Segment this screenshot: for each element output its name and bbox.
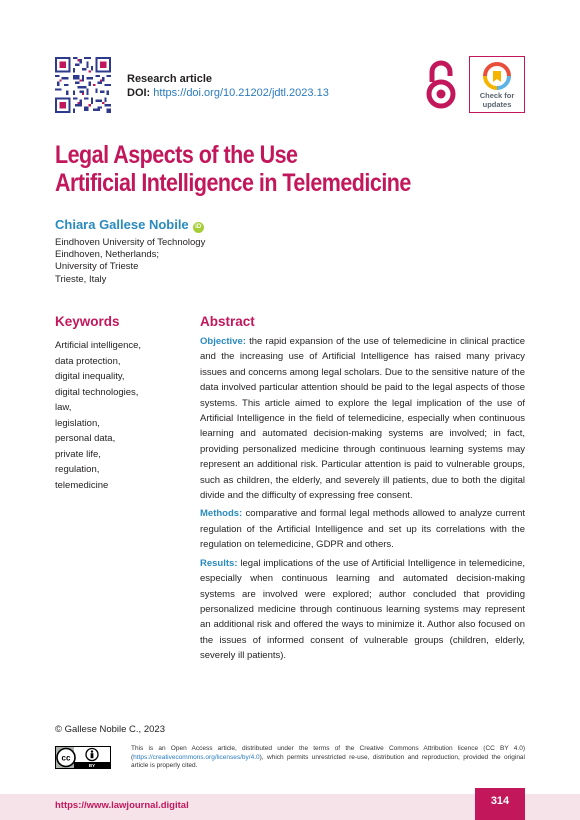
doi-line xyxy=(127,86,329,100)
keywords-heading: Keywords xyxy=(55,314,120,329)
abstract-heading: Abstract xyxy=(200,314,255,329)
article-header xyxy=(127,72,329,100)
abstract-objective xyxy=(200,334,525,503)
author-name-line xyxy=(55,217,204,233)
orcid-icon[interactable]: iD xyxy=(193,222,204,233)
by-label: BY xyxy=(88,763,96,768)
license-text xyxy=(131,745,525,771)
abstract-section-text: comparative and formal legal methods allowed to analyze current regulation of the Artificial Intelligence and set up its correlations with the regulation on telemedicine, GDPR and others. xyxy=(200,508,525,551)
keyword-item: Artificial intelligence, xyxy=(55,340,142,351)
page-number: 314 xyxy=(475,788,525,820)
keyword-item: telemedicine xyxy=(55,479,109,491)
abstract-results xyxy=(200,556,525,664)
abstract-section-label: Results: xyxy=(200,557,238,569)
keyword-item: personal data, xyxy=(55,433,116,444)
author-affiliations xyxy=(55,237,205,286)
check-for-updates-label: Check for updates xyxy=(479,91,515,109)
title-line: Artificial Intelligence in Telemedicine xyxy=(55,169,411,197)
keyword-item: digital technologies, xyxy=(55,386,139,398)
license-text-after: ), which permits unrestricted re-use, distribution and reproduction, provided the original article is properly cited. xyxy=(131,753,525,770)
abstract-section-label: Objective: xyxy=(200,336,246,347)
affiliation-line: Trieste, Italy xyxy=(55,273,107,285)
author-name: Chiara Gallese Nobile xyxy=(55,217,189,232)
copyright-notice: © Gallese Nobile C., 2023 xyxy=(55,724,165,735)
keyword-item: legislation, xyxy=(55,417,100,429)
article-type: Research article xyxy=(127,73,212,85)
doi-label: DOI: xyxy=(127,87,151,99)
keyword-item: data protection, xyxy=(55,355,121,367)
abstract-section-label: Methods: xyxy=(200,508,243,520)
affiliation-line: University of Trieste xyxy=(55,261,139,273)
affiliation-line: Eindhoven University of Technology xyxy=(55,237,206,248)
affiliation-line: Eindhoven, Netherlands; xyxy=(55,249,160,261)
license-link[interactable]: https://creativecommons.org/licenses/by/4.0 xyxy=(133,753,260,761)
check-for-updates-badge[interactable] xyxy=(469,56,525,113)
keyword-item: digital inequality, xyxy=(55,371,125,382)
qr-code-icon xyxy=(55,57,111,113)
article-title xyxy=(55,141,459,197)
keyword-item: law, xyxy=(55,402,72,413)
open-access-icon xyxy=(424,60,458,110)
footer-url[interactable]: https://www.lawjournal.digital xyxy=(55,800,189,811)
creative-commons-icon[interactable] xyxy=(55,746,111,769)
license-text-before: This is an Open Access article, distributed under the terms of the Creative Commons Attribution licence (CC BY 4.0) ( xyxy=(131,745,525,761)
abstract-section-text: legal implications of the use of Artificial Intelligence in telemedicine, especially when continuous learning and automated decision-making systems are involved were explored; author concluded that providing personalized medicine through continuous learning systems may represent an additional risk and offered the ways to minimize it. Author also focused on the issues of informed consent of vulnerable groups (children, elderly, severely ill patients). xyxy=(200,557,525,662)
keywords-list xyxy=(55,338,141,493)
abstract-section-text: the rapid expansion of the use of telemedicine in clinical practice and the increasing use of Artificial Intelligence has raised many privacy issues and concerns among legal scholars. Due to the sensitive nature of the data involved particular attention should be paid to the legal aspects of those systems. This article aimed to explore the legal implication of the use of Artificial Intelligence in the field of telemedicine, especially when continuous learning and automated decision-making systems are involved; in fact, providing personalized medicine through continuous learning systems may represent an additional risk. Particular attention is paid to vulnerable groups, such as children, the elderly, and severely ill patients, due to both the digital divide and the difficulty of expressing free consent. xyxy=(200,336,525,502)
check-for-updates-icon xyxy=(483,62,511,90)
cc-label: cc xyxy=(61,753,71,763)
keyword-item: regulation, xyxy=(55,464,100,475)
doi-link[interactable]: https://doi.org/10.21202/jdtl.2023.13 xyxy=(153,87,329,99)
title-line: Legal Aspects of the Use xyxy=(55,141,298,169)
keyword-item: private life, xyxy=(55,448,101,460)
abstract-methods xyxy=(200,506,525,552)
abstract-body xyxy=(200,334,525,667)
